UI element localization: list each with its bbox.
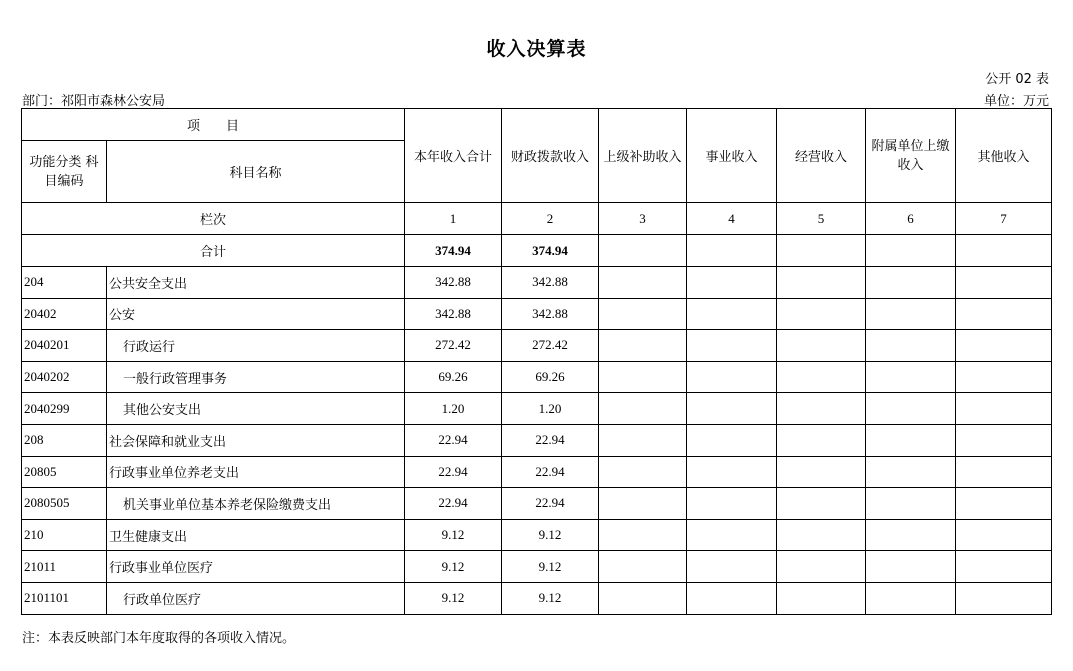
row-affiliated (866, 456, 956, 488)
row-business (687, 361, 777, 393)
row-operating (777, 267, 866, 299)
row-total: 272.42 (405, 330, 502, 362)
total-amount: 374.94 (405, 235, 502, 267)
row-affiliated (866, 267, 956, 299)
header-item: 项 目 (22, 109, 405, 141)
row-operating (777, 551, 866, 583)
row-code: 2080505 (22, 488, 107, 520)
row-code: 210 (22, 519, 107, 551)
row-affiliated (866, 393, 956, 425)
row-superior (599, 393, 687, 425)
row-subject-name: 行政运行 (107, 330, 405, 362)
row-superior (599, 267, 687, 299)
row-other (956, 519, 1052, 551)
table-row (22, 488, 1052, 520)
row-total: 22.94 (405, 456, 502, 488)
total-business (687, 235, 777, 267)
row-fiscal: 69.26 (502, 361, 599, 393)
total-operating (777, 235, 866, 267)
row-affiliated (866, 551, 956, 583)
header-col-fiscal: 财政拨款收入 (502, 109, 599, 203)
row-total: 9.12 (405, 582, 502, 614)
row-operating (777, 456, 866, 488)
row-other (956, 267, 1052, 299)
row-other (956, 393, 1052, 425)
row-total: 1.20 (405, 393, 502, 425)
total-other (956, 235, 1052, 267)
row-operating (777, 488, 866, 520)
column-index-2: 2 (502, 203, 599, 235)
row-other (956, 424, 1052, 456)
table-row (22, 361, 1052, 393)
row-subject-name: 一般行政管理事务 (107, 361, 405, 393)
row-other (956, 361, 1052, 393)
row-business (687, 519, 777, 551)
row-total: 69.26 (405, 361, 502, 393)
table-row (22, 267, 1052, 299)
total-superior (599, 235, 687, 267)
income-table (21, 108, 1052, 615)
table-row (22, 298, 1052, 330)
table-row (22, 551, 1052, 583)
row-superior (599, 298, 687, 330)
header-col-superior: 上级补助收入 (599, 109, 687, 203)
row-superior (599, 361, 687, 393)
row-subject-name: 卫生健康支出 (107, 519, 405, 551)
row-code: 204 (22, 267, 107, 299)
row-subject-name: 其他公安支出 (107, 393, 405, 425)
report-title: 收入决算表 (486, 38, 587, 60)
row-business (687, 582, 777, 614)
row-fiscal: 342.88 (502, 298, 599, 330)
row-fiscal: 342.88 (502, 267, 599, 299)
row-subject-name: 行政单位医疗 (107, 582, 405, 614)
row-code: 208 (22, 424, 107, 456)
row-subject-name: 机关事业单位基本养老保险缴费支出 (107, 488, 405, 520)
column-index-label: 栏次 (22, 203, 405, 235)
row-code: 2101101 (22, 582, 107, 614)
row-business (687, 330, 777, 362)
row-affiliated (866, 582, 956, 614)
total-row (22, 235, 1052, 267)
row-code: 21011 (22, 551, 107, 583)
header-row-1 (22, 109, 1052, 141)
row-superior (599, 330, 687, 362)
row-other (956, 488, 1052, 520)
table-row (22, 393, 1052, 425)
row-other (956, 298, 1052, 330)
row-superior (599, 519, 687, 551)
document-number: 公开 02 表 (985, 72, 1049, 87)
row-business (687, 424, 777, 456)
row-fiscal: 272.42 (502, 330, 599, 362)
header-col-total: 本年收入合计 (405, 109, 502, 203)
header-col-affiliated: 附属单位上缴收入 (866, 109, 956, 203)
row-total: 342.88 (405, 298, 502, 330)
row-affiliated (866, 424, 956, 456)
column-index-1: 1 (405, 203, 502, 235)
column-index-6: 6 (866, 203, 956, 235)
total-label: 合计 (22, 235, 405, 267)
header-col-operating: 经营收入 (777, 109, 866, 203)
column-index-7: 7 (956, 203, 1052, 235)
table-row (22, 519, 1052, 551)
department-label: 部门：祁阳市森林公安局 (22, 94, 166, 109)
row-subject-name: 行政事业单位养老支出 (107, 456, 405, 488)
row-affiliated (866, 330, 956, 362)
row-business (687, 551, 777, 583)
row-code: 20402 (22, 298, 107, 330)
unit-label: 单位：万元 (983, 94, 1049, 109)
row-fiscal: 22.94 (502, 488, 599, 520)
row-business (687, 298, 777, 330)
row-affiliated (866, 488, 956, 520)
table-row (22, 330, 1052, 362)
footnote: 注：本表反映部门本年度取得的各项收入情况。 (22, 631, 296, 646)
header-subject-name: 科目名称 (107, 141, 405, 203)
table-row (22, 582, 1052, 614)
row-code: 2040201 (22, 330, 107, 362)
table-row (22, 424, 1052, 456)
header-func-code: 功能分类 科目编码 (22, 141, 107, 203)
row-business (687, 488, 777, 520)
row-affiliated (866, 519, 956, 551)
row-superior (599, 424, 687, 456)
row-operating (777, 393, 866, 425)
column-index-4: 4 (687, 203, 777, 235)
row-operating (777, 361, 866, 393)
row-fiscal: 1.20 (502, 393, 599, 425)
row-business (687, 393, 777, 425)
table-body (22, 109, 1052, 615)
row-fiscal: 9.12 (502, 519, 599, 551)
row-total: 22.94 (405, 424, 502, 456)
row-total: 9.12 (405, 519, 502, 551)
row-other (956, 330, 1052, 362)
row-fiscal: 9.12 (502, 551, 599, 583)
row-other (956, 456, 1052, 488)
row-business (687, 267, 777, 299)
row-code: 2040299 (22, 393, 107, 425)
row-fiscal: 9.12 (502, 582, 599, 614)
row-fiscal: 22.94 (502, 456, 599, 488)
row-other (956, 551, 1052, 583)
row-operating (777, 330, 866, 362)
row-operating (777, 519, 866, 551)
header-col-business: 事业收入 (687, 109, 777, 203)
total-affiliated (866, 235, 956, 267)
row-total: 342.88 (405, 267, 502, 299)
header-col-other: 其他收入 (956, 109, 1052, 203)
row-superior (599, 488, 687, 520)
column-index-3: 3 (599, 203, 687, 235)
row-subject-name: 公安 (107, 298, 405, 330)
row-total: 22.94 (405, 488, 502, 520)
column-index-5: 5 (777, 203, 866, 235)
row-code: 20805 (22, 456, 107, 488)
row-subject-name: 行政事业单位医疗 (107, 551, 405, 583)
row-business (687, 456, 777, 488)
row-superior (599, 582, 687, 614)
row-affiliated (866, 361, 956, 393)
row-other (956, 582, 1052, 614)
row-total: 9.12 (405, 551, 502, 583)
row-operating (777, 298, 866, 330)
row-code: 2040202 (22, 361, 107, 393)
total-fiscal: 374.94 (502, 235, 599, 267)
row-affiliated (866, 298, 956, 330)
row-superior (599, 456, 687, 488)
row-operating (777, 582, 866, 614)
column-index-row (22, 203, 1052, 235)
row-subject-name: 社会保障和就业支出 (107, 424, 405, 456)
row-subject-name: 公共安全支出 (107, 267, 405, 299)
row-operating (777, 424, 866, 456)
row-superior (599, 551, 687, 583)
row-fiscal: 22.94 (502, 424, 599, 456)
table-row (22, 456, 1052, 488)
